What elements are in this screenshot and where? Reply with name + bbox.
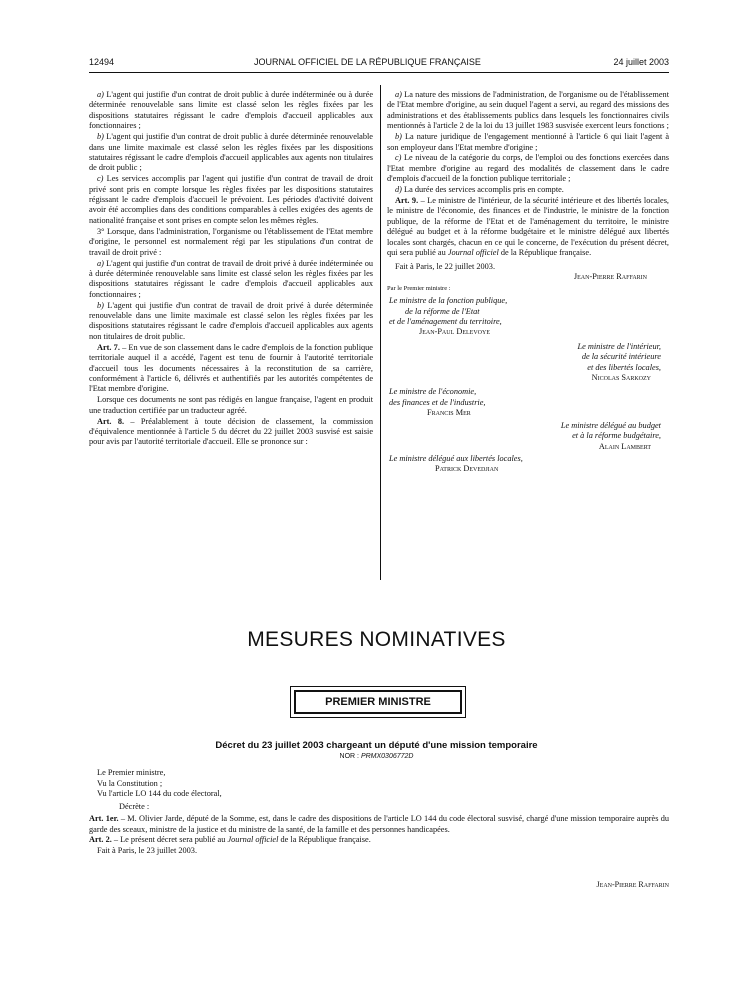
header-rule [89, 72, 669, 73]
signature-date: Fait à Paris, le 23 juillet 2003. [97, 845, 198, 855]
paragraph-text: L'agent qui justifie d'un contrat de travail de droit privé à durée déterminée renouvelable dans une limite maximale est classé selon les règles fixées par les dispositions statutaires régissant le cadre d'emplois d'accueil applicables aux agents non titulaires de droit public. [89, 300, 373, 341]
nor-prefix: NOR : [339, 753, 359, 760]
article-7 [89, 343, 373, 395]
minister-title: de la réforme de l'Etat [405, 306, 480, 316]
section-heading: MESURES NOMINATIVES [247, 628, 506, 651]
journal-reference: Journal officiel [447, 248, 499, 258]
article-text: de la République française. [278, 835, 371, 844]
minister-signature [387, 421, 661, 452]
paragraph-text: Les services accomplis par l'agent qui justifie d'un contrat de travail de droit privé sont pris en compte lorsque les règles fixées par les dispositions statutaires régissant le cadre d'emplois d'accueil le prévoient. Les périodes d'activité doivent avoir été accomplies dans des conditions comparables à celles exigées des agents de nationalité française et sont prises en compte selon les mêmes règles. [89, 174, 373, 225]
article-label: Art. 9. [395, 196, 419, 206]
ministry-box [290, 686, 466, 718]
paragraph-text: L'agent qui justifie d'un contrat de travail de droit privé à durée indéterminée ou à durée déterminée renouvelable sans limite est classé selon les règles fixées par les dispositions statutaires régissant le cadre d'emplois d'accueil applicables aux fonctionnaires ; [89, 258, 373, 299]
article-9 [387, 196, 669, 258]
paragraph-text: La durée des services accomplis pris en compte. [401, 185, 564, 195]
paragraph [387, 132, 669, 153]
item-label: a) [395, 90, 402, 99]
pm-signature [387, 272, 647, 282]
item-label: c) [97, 174, 104, 184]
minister-title: Le ministre de l'économie, [389, 387, 477, 397]
minister-signature [389, 387, 669, 418]
paragraph-text: La nature juridique de l'engagement mentionné à l'article 6 qui liait l'agent à son employeur dans l'Etat membre d'origine ; [387, 132, 669, 152]
article-label: Art. 1er. [89, 814, 119, 823]
article-2 [89, 835, 669, 846]
minister-signature [389, 296, 669, 338]
article-text: – Le ministre de l'intérieur, de la sécurité intérieure et des libertés locales, le ministre de l'économie, des finances et de l'industrie, le ministre de la fonction publique, de la réforme de l'Etat et de l'aménagement du territoire, le ministre délégué au budget et à la réforme budgétaire et le ministre délégué aux libertés locales sont chargés, chacun en ce qui le concerne, de l'exécution du présent décret, qui sera publié au [387, 196, 670, 258]
minister-title: des finances et de l'industrie, [389, 397, 486, 407]
paragraph-text: Le niveau de la catégorie du corps, de l'emploi ou des fonctions exercées dans l'Etat membre d'origine au regard des modalités de classement dans le cadre d'emplois d'accueil de la fonction publique territoriale ; [387, 153, 669, 184]
article-text: – Le présent décret sera publié au [111, 835, 228, 844]
minister-signature [389, 454, 669, 475]
signature-date: Fait à Paris, le 22 juillet 2003. [395, 261, 496, 271]
paragraph-text: L'agent qui justifie d'un contrat de droit public à durée déterminée renouvelable dans une limite maximale est classé selon les règles fixées par les dispositions statutaires régissant le cadre d'emplois d'accueil applicables aux agents non titulaires de droit public ; [89, 132, 373, 173]
item-label: b) [97, 132, 104, 142]
left-column [89, 90, 373, 448]
item-label: b) [395, 132, 402, 142]
issue-date: 24 juillet 2003 [613, 57, 669, 67]
nor-value: PRMX0306772D [360, 753, 414, 760]
ministry-label: PREMIER MINISTRE [294, 690, 462, 714]
item-label: b) [97, 300, 104, 310]
item-label: a) [97, 90, 104, 99]
minister-title: et de l'aménagement du territoire, [389, 317, 502, 327]
journal-reference: Journal officiel [227, 835, 279, 844]
minister-title: Le ministre délégué aux libertés locales, [389, 453, 523, 463]
paragraph [387, 185, 669, 195]
right-column [387, 90, 669, 475]
minister-title: Le ministre de l'intérieur, [577, 341, 661, 351]
signer-name: Alain Lambert [598, 441, 651, 451]
paragraph [89, 301, 373, 343]
paragraph [89, 395, 373, 416]
minister-signature [387, 342, 661, 384]
signer-name: Jean-Paul Delevoye [419, 327, 490, 337]
decree-title: Décret du 23 juillet 2003 chargeant un député d'une mission temporaire [215, 740, 538, 751]
signer-name: Patrick Devedjian [435, 464, 499, 474]
signer-name: Francis Mer [427, 408, 471, 418]
paragraph [89, 259, 373, 301]
article-8 [89, 417, 373, 448]
decrete: Décrète : [119, 801, 150, 811]
minister-title: et des libertés locales, [587, 362, 661, 372]
preamble-line: Vu la Constitution ; [97, 778, 163, 788]
article-text: – Préalablement à toute décision de classement, la commission d'équivalence mentionnée à l'article 5 du décret du 22 juillet 2003 susvisé est saisie pour avis par l'autorité territoriale d'accueil. Elle se prononce sur : [89, 416, 374, 447]
item-label: d) [395, 185, 402, 195]
preamble-line: Le Premier ministre, [97, 768, 166, 777]
paragraph-text: Lorsque ces documents ne sont pas rédigés en langue française, l'agent en produit une traduction certifiée par un traducteur agréé. [89, 395, 373, 415]
article-label: Art. 2. [89, 835, 112, 844]
article-label: Art. 7. [97, 342, 120, 352]
decree-body [89, 768, 669, 856]
minister-title: Le ministre de la fonction publique, [389, 296, 508, 306]
paragraph-text: La nature des missions de l'administration, de l'organisme ou de l'établissement de l'Etat membre d'origine, au sein duquel l'agent a servi, au regard des missions des administrations et des établissements publics dans lesquels les fonctionnaires civils mentionnés à l'article 2 de la loi du 13 juillet 1983 susvisée exercent leurs fonctions ; [387, 90, 669, 131]
article-text: de la République française. [498, 248, 592, 258]
paragraph [387, 90, 669, 132]
page-header [89, 57, 669, 69]
signer-name: Nicolas Sarkozy [591, 373, 651, 383]
nor-reference [0, 753, 753, 760]
preamble-line: Vu l'article LO 144 du code électoral, [97, 789, 222, 798]
paragraph [89, 174, 373, 226]
paragraph [89, 132, 373, 174]
paragraph [89, 227, 373, 258]
par-le-premier-ministre: Par le Premier ministre : [387, 284, 451, 292]
page-number: 12494 [89, 57, 115, 67]
article-text: – M. Olivier Jarde, député de la Somme, est, dans le cadre des dispositions de l'article LO 144 du code électoral susvisé, chargé d'une mission temporaire auprès du garde des sceaux, ministre de la justice et du ministre de la santé, de la famille et des personnes handicapées. [89, 814, 669, 834]
final-signer-name: Jean-Pierre Raffarin [596, 880, 669, 889]
minister-title: et à la réforme budgétaire, [572, 431, 661, 441]
article-label: Art. 8. [97, 416, 125, 426]
paragraph [387, 153, 669, 184]
item-label: c) [395, 153, 402, 163]
minister-title: de la sécurité intérieure [581, 352, 661, 362]
paragraph [89, 90, 373, 132]
paragraph-text: 3° Lorsque, dans l'administration, l'organisme ou l'établissement de l'Etat membre d'origine, le personnel est normalement régi par les stipulations d'un contrat de travail de droit privé : [89, 226, 373, 257]
journal-title: JOURNAL OFFICIEL DE LA RÉPUBLIQUE FRANÇAISE [254, 57, 481, 67]
minister-title: Le ministre délégué au budget [560, 420, 661, 430]
column-divider [380, 85, 381, 580]
article-text: – En vue de son classement dans le cadre d'emplois de la fonction publique territoriale auquel il a accédé, l'agent est tenu de fournir à l'autorité territoriale d'accueil tous les documents nécessaires à la reconstitution de sa carrière, conformément à l'article 6, délivrés et authentifiés par les autorités compétentes de l'Etat membre d'origine. [89, 342, 373, 394]
signer-name: Jean-Pierre Raffarin [573, 272, 647, 282]
paragraph-text: L'agent qui justifie d'un contrat de droit public à durée indéterminée ou à durée déterminée renouvelable sans limite est classé selon les règles fixées par les dispositions statutaires régissant le cadre d'emplois d'accueil applicables aux fonctionnaires ; [89, 90, 373, 131]
article-1 [89, 814, 669, 835]
item-label: a) [97, 258, 104, 268]
